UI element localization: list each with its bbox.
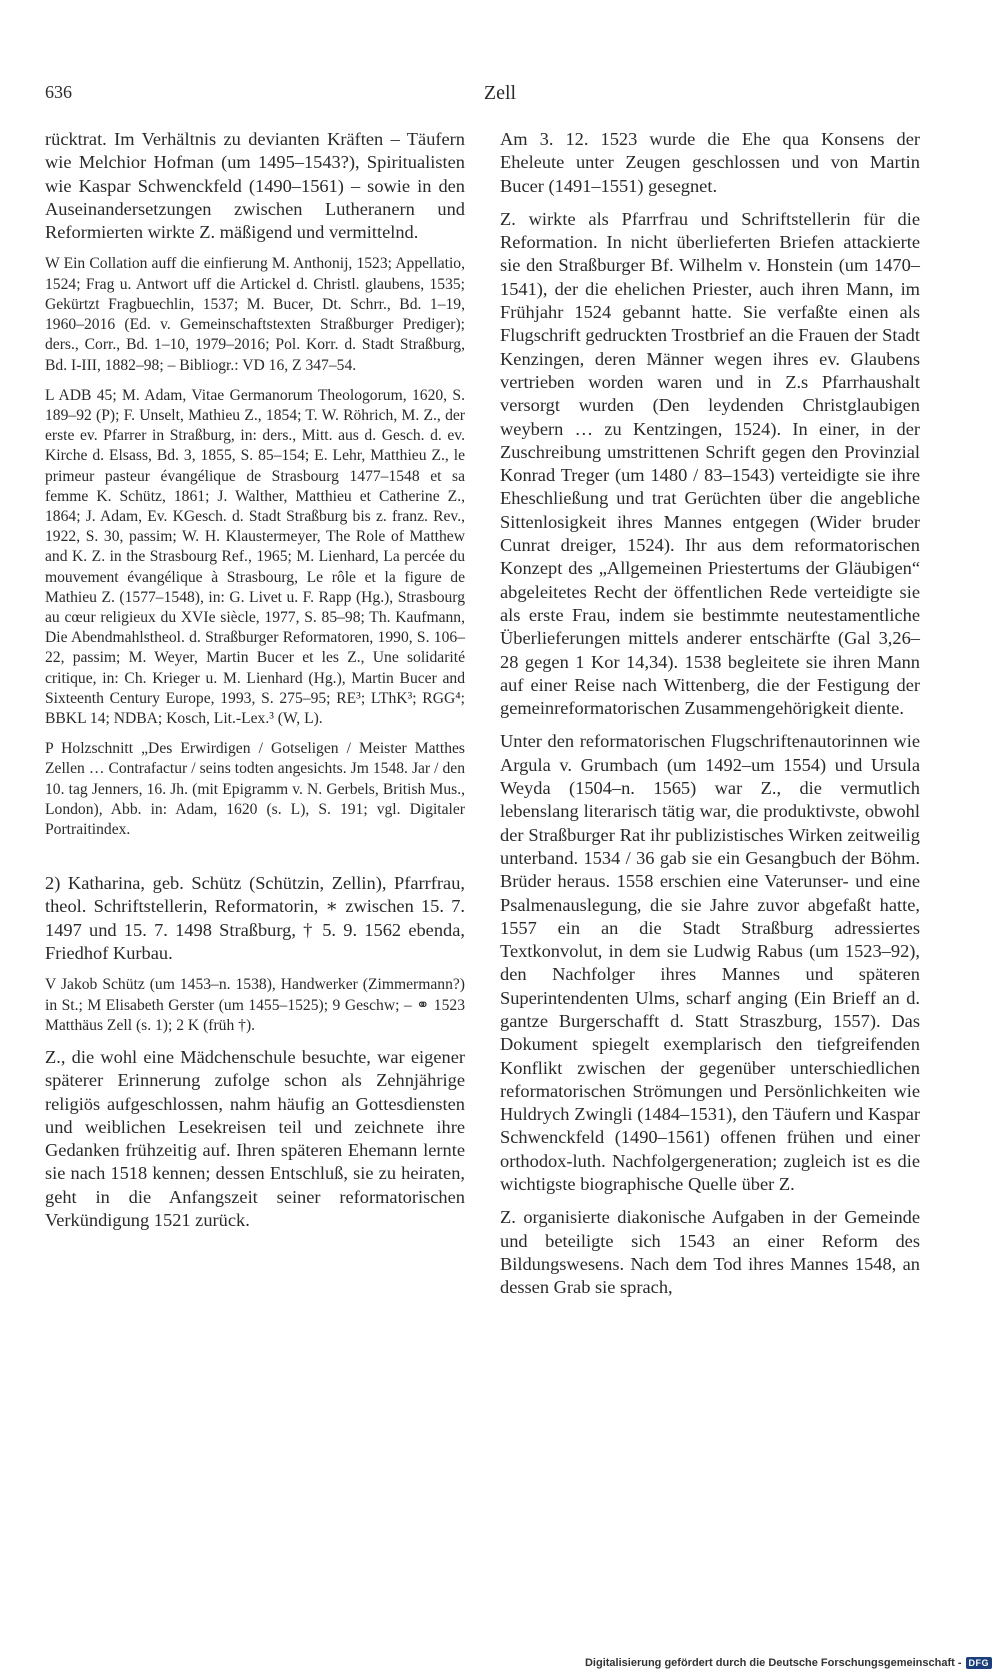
page-number: 636 <box>45 82 72 102</box>
reference-paragraph: W Ein Collation auff die einfierung M. Anthonij, 1523; Appellatio, 1524; Frag u. Antwort uff die Artickel d. Christl. glaubens, 1535; Gekürtzt Fragbuechlin, 1537; M. Bucer, Dt. Schrr., Bd. 1–19, 1960–2016 (Ed. v. Gemeinschaftstexten Straßburger Prediger); ders., Corr., Bd. 1–10, 1979–2016; Pol. Korr. d. Stadt Straßburg, Bd. I-III, 1882–98; – Bibliogr.: VD 16, Z 347–54. <box>45 255 465 374</box>
body-paragraph: Z. wirkte als Pfarrfrau und Schriftstellerin für die Reformation. In nicht überlieferten Briefen attackierte sie den Straßburger Bf. Wilhelm v. Honstein (um 1470–1541), der die ehelichen Priester, auch ihren Mann, im Frühjahr 1524 gebannt hatte. Sie verfaßte einen als Flugschrift gedruckten Trostbrief an die Frauen der Stadt Kenzingen, deren Männer wegen ihres ev. Glaubens vertrieben worden waren und in Z.s Pfarrhaushalt versorgt wurden (Den leydenden Christglaubigen weybern … zu Kentzingen, 1524). In einer, in der Zuschreibung umstrittenen Schrift gegen den Provinzial Konrad Treger (um 1480 / 83–1543) verteidigte sie ihre Eheschließung und trat Gerüchten über die angebliche Sittenlosigkeit ihres Mannes entgegen (Wider bruder Cunrat dreiger, 1524). Ihr aus dem reformatorischen Konzept des „Allgemeinen Priestertums der Gläubigen“ abgeleitetes Recht der öffentlichen Rede verteidigte sie als erste Frau, indem sie bestimmte neutestamentliche Überlieferungen mittels anderer entschärfte (Gal 3,26–28 gegen 1 Kor 14,34). 1538 begleitete sie ihren Mann auf einer Reise nach Wittenberg, die der Festigung der gemeinreformatorischen Zusammengehörigkeit diente. <box>500 208 920 719</box>
body-paragraph: 2) Katharina, geb. Schütz (Schützin, Zellin), Pfarrfrau, theol. Schriftstellerin, Reformatorin, ∗ zwischen 15. 7. 1497 und 15. 7. 1498 Straßburg, † 5. 9. 1562 ebenda, Friedhof Kurbau. <box>45 873 465 964</box>
footer-credit: Digitalisierung gefördert durch die Deutsche Forschungsgemeinschaft - <box>584 1657 962 1669</box>
body-paragraph: Unter den reformatorischen Flugschriftenautorinnen wie Argula v. Grumbach (um 1492–um 1554) und Ursula Weyda (1504–n. 1565) war Z., die vermutlich lebenslang literarisch tätig war, die produktivste, obwohl der Straßburger Rat ihr publizistisches Wirken zeitweilig unterband. 1534 / 36 gab sie ein Gesangbuch der Böhm. Brüder heraus. 1558 erschien eine Vaterunser- und eine Psalmenauslegung, die sie Jahre zuvor abgefaßt hatte, 1557 ein an die Stadt Straßburg adressiertes Textkonvolut, in dem sie Ludwig Rabus (um 1523–92), den Nachfolger ihres Mannes und späteren Superintendenten Ulms, scharf anging (Ein Brieff an d. gantze Burgerschafft d. Statt Straszburg, 1557). Das Dokument spiegelt exemplarisch den tiefgreifenden Konflikt zwischen der gegenüber unterschiedlichen reformatorischen Strömungen und Persönlichkeiten wie Huldrych Zwingli (1484–1531), den Täufern und Kaspar Schwenckfeld (1490–1561) offenen frühen und einer orthodox-luth. Nachfolgergeneration; zugleich ist es die wichtigste biographische Quelle über Z. <box>500 731 920 1195</box>
reference-paragraph: P Holzschnitt „Des Erwirdigen / Gotseligen / Meister Matthes Zellen … Contrafactur / seins todten angesichts. Jm 1548. Jar / den 10. tag Jenners, 16. Jh. (mit Epigramm v. N. Gerbels, British Mus., London), Abb. in: Adam, 1620 (s. L), S. 191; vgl. Digitaler Portraitindex. <box>45 740 465 838</box>
body-paragraph: Z. organisierte diakonische Aufgaben in der Gemeinde und beteiligte sich 1543 an einer Reform des Bildungswesens. Nach dem Tod ihres Mannes 1548, an dessen Grab sie sprach, <box>500 1207 920 1298</box>
body-paragraph: Am 3. 12. 1523 wurde die Ehe qua Konsens der Eheleute unter Zeugen geschlossen und von Martin Bucer (1491–1551) gesegnet. <box>500 129 920 196</box>
footer <box>585 1657 992 1669</box>
body-paragraph: Z., die wohl eine Mädchenschule besuchte, war eigener späterer Erinnerung zufolge schon als Zehnjährige religiös aufgeschlossen, nahm häufig an Gottesdiensten und weiblichen Lesekreisen teil und zeichnete ihre Gedanken frühzeitig auf. Ihren späteren Ehemann lernte sie nach 1518 kennen; dessen Entschluß, sie zu heiraten, geht in die Anfangszeit seiner reformatorischen Verkündigung 1521 zurück. <box>45 1046 465 1231</box>
section-gap <box>45 850 465 872</box>
left-column <box>45 128 465 1242</box>
body-paragraph: rücktrat. Im Verhältnis zu devianten Kräften – Täufern wie Melchior Hofman (um 1495–1543?), Spiritualisten wie Kaspar Schwenckfeld (1490–1561) – sowie in den Auseinandersetzungen zwischen Lutheranern und Reformierten wirkte Z. mäßigend und vermittelnd. <box>45 129 465 243</box>
reference-paragraph: V Jakob Schütz (um 1453–n. 1538), Handwerker (Zimmermann?) in St.; M Elisabeth Gerster (um 1455–1525); 9 Geschw; – ⚭ 1523 Matthäus Zell (s. 1); 2 K (früh †). <box>45 976 465 1034</box>
right-column <box>500 128 920 1310</box>
running-head: Zell <box>483 82 517 104</box>
reference-paragraph: L ADB 45; M. Adam, Vitae Germanorum Theologorum, 1620, S. 189–92 (P); F. Unselt, Mathieu Z., 1854; T. W. Röhrich, M. Z., der erste ev. Pfarrer in Straßburg, in: ders., Mitt. aus d. Gesch. d. ev. Kirche d. Elsass, Bd. 3, 1855, S. 85–154; E. Lehr, Matthieu Z., le primeur pasteur évangélique de Strasbourg 1477–1548 et sa femme K. Schütz, 1861; J. Walther, Matthieu et Catherine Z., 1864; J. Adam, Ev. KGesch. d. Stadt Straßburg bis z. franz. Rev., 1922, S. 30, passim; W. H. Klaustermeyer, The Role of Matthew and K. Z. in the Strasbourg Ref., 1965; M. Lienhard, La percée du mouvement évangélique à Strasbourg, Le rôle et la figure de Mathieu Z. (1577–1548), in: G. Livet u. F. Rapp (Hg.), Strasbourg au cœur religieux du XVIe siècle, 1977, S. 85–98; Th. Kaufmann, Die Abendmahlstheol. d. Straßburger Reformatoren, 1990, S. 106–22, passim; M. Weyer, Martin Bucer et les Z., Une solidarité critique, in: Ch. Krieger u. M. Lienhard (Hg.), Martin Bucer and Sixteenth Century Europe, 1993, S. 275–95; RE³; LThK³; RGG⁴; BBKL 14; NDBA; Kosch, Lit.-Lex.³ (W, L). <box>45 386 465 727</box>
dfg-logo: DFG <box>966 1657 993 1669</box>
